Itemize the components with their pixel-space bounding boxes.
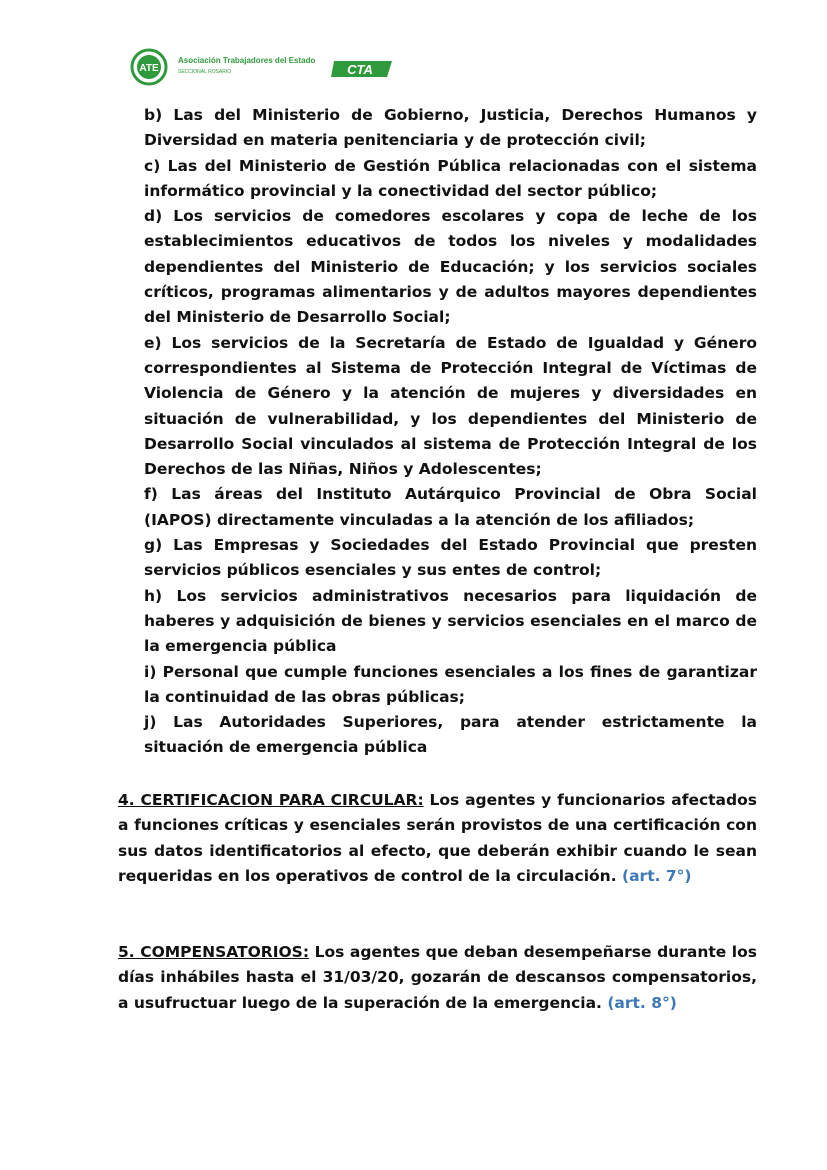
list-item-g: g) Las Empresas y Sociedades del Estado Provincial que presten servicios públicos esenciales y sus entes de control; (144, 536, 757, 580)
ate-logo-icon (130, 48, 170, 86)
section-compensatorios-body: Los agentes que deban desempeñarse durante los días inhábiles hasta el 31/03/20, gozarán de descansos compensatorios, a usufructuar luego de la superación de la emergencia. (118, 943, 757, 1012)
section-certificacion (118, 788, 757, 889)
list-item-c: c) Las del Ministerio de Gestión Pública relacionadas con el sistema informático provincial y la conectividad del sector público; (144, 156, 757, 200)
letterhead (130, 48, 400, 88)
cta-logo-icon (330, 58, 396, 80)
section-compensatorios (118, 940, 757, 1016)
list-item-e: e) Los servicios de la Secretaría de Estado de Igualdad y Género correspondientes al Sistema de Protección Integral de Víctimas de Violencia de Género y la atención de mujeres y diversidades en situación de vulnerabilidad, y los dependientes del Ministerio de Desarrollo Social vinculados al sistema de Protección Integral de los Derechos de las Niñas, Niños y Adolescentes; (144, 333, 757, 479)
section-certificacion-ref: (art. 7°) (622, 866, 692, 885)
list-item-b: b) Las del Ministerio de Gobierno, Justicia, Derechos Humanos y Diversidad en materia penitenciaria y de protección civil; (144, 106, 757, 150)
cta-logo-text: CTA (347, 62, 373, 77)
ate-logo-text: ATE (139, 63, 159, 74)
section-compensatorios-ref: (art. 8°) (607, 993, 677, 1012)
section-certificacion-title: 4. CERTIFICACION PARA CIRCULAR: (118, 791, 424, 809)
list-item-h: h) Los servicios administrativos necesarios para liquidación de haberes y adquisición de bienes y servicios esenciales en el marco de la emergencia pública (144, 586, 757, 656)
section-certificacion-body: Los agentes y funcionarios afectados a funciones críticas y esenciales serán provistos de una certificación con sus datos identificatorios al efecto, que deberán exhibir cuando le sean requeridas en los operativos de control de la circulación. (118, 791, 757, 885)
list-item-i: i) Personal que cumple funciones esenciales a los fines de garantizar la continuidad de las obras públicas; (144, 662, 757, 706)
list-item-j: j) Las Autoridades Superiores, para atender estrictamente la situación de emergencia pública (144, 713, 757, 757)
critical-services-list (144, 103, 757, 761)
org-name: Asociación Trabajadores del Estado (178, 56, 316, 65)
list-item-f: f) Las áreas del Instituto Autárquico Provincial de Obra Social (IAPOS) directamente vinculadas a la atención de los afiliados; (144, 485, 757, 529)
org-subtitle: SECCIONAL ROSARIO (178, 69, 232, 75)
list-item-d: d) Los servicios de comedores escolares y copa de leche de los establecimientos educativos de todos los niveles y modalidades dependientes del Ministerio de Educación; y los servicios sociales críticos, programas alimentarios y de adultos mayores dependientes del Ministerio de Desarrollo Social; (144, 207, 757, 327)
section-compensatorios-title: 5. COMPENSATORIOS: (118, 943, 310, 961)
